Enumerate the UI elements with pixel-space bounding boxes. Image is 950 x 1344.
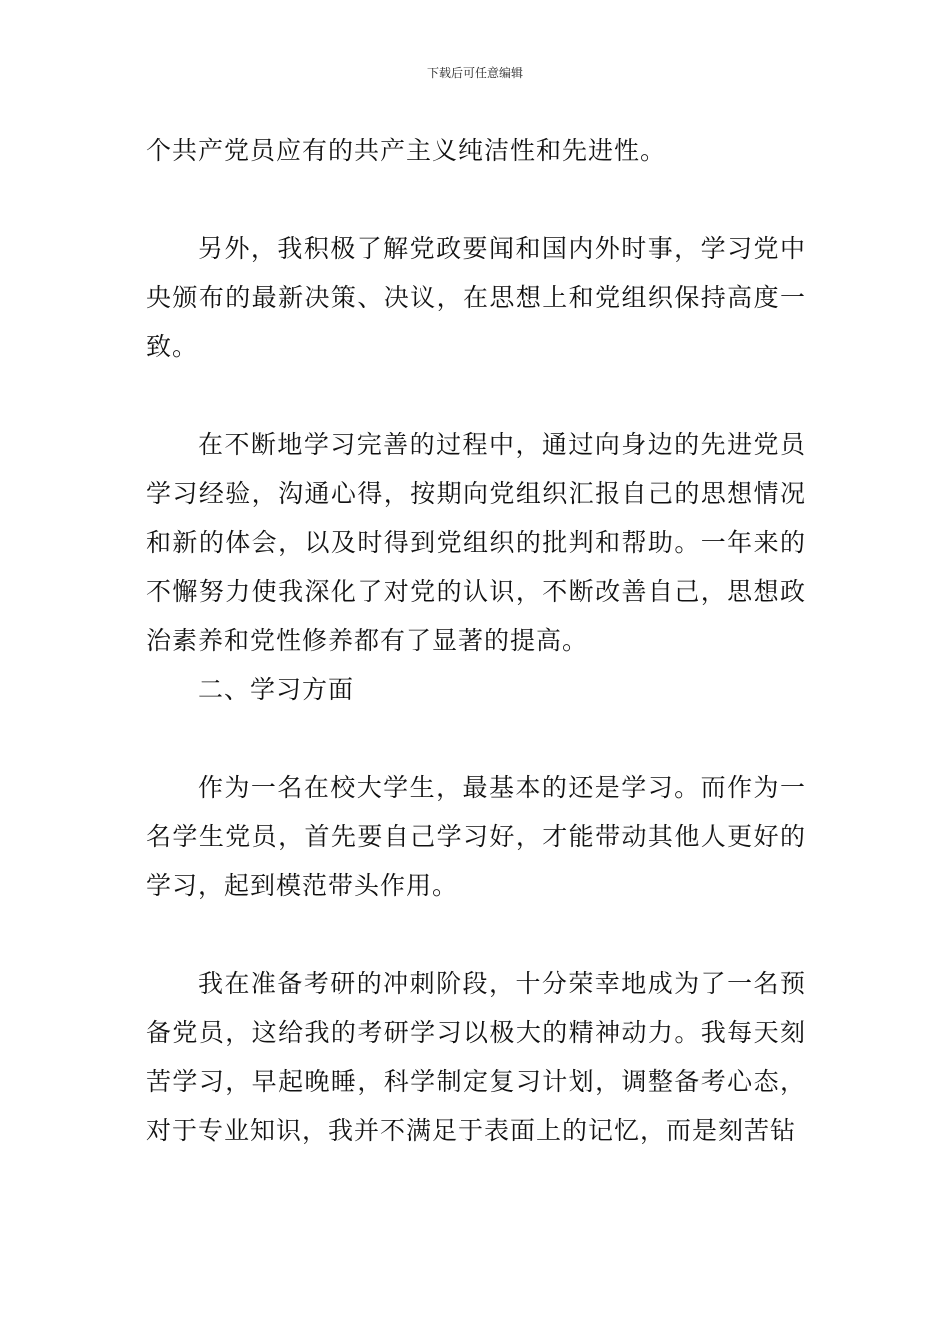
section-heading-study: 二、学习方面 xyxy=(198,675,355,704)
paragraph-current-affairs: 另外，我积极了解党政要闻和国内外时事，学习党中央颁布的最新决策、决议，在思想上和党组织保持高度一致。 xyxy=(146,234,806,361)
paragraph-self-improvement: 在不断地学习完善的过程中，通过向身边的先进党员学习经验，沟通心得，按期向党组织汇报自己的思想情况和新的体会，以及时得到党组织的批判和帮助。一年来的不懈努力使我深化了对党的认识，不断改善自己，思想政治素养和党性修养都有了显著的提高。 xyxy=(146,430,806,655)
document-body xyxy=(146,126,806,1155)
paragraph-student-role: 作为一名在校大学生，最基本的还是学习。而作为一名学生党员，首先要自己学习好，才能带动其他人更好的学习，起到模范带头作用。 xyxy=(146,773,806,900)
page-header-note: 下载后可任意编辑 xyxy=(426,66,523,80)
paragraph-exam-preparation: 我在准备考研的冲刺阶段，十分荣幸地成为了一名预备党员，这给我的考研学习以极大的精神动力。我每天刻苦学习，早起晚睡，科学制定复习计划，调整备考心态，对于专业知识，我并不满足于表面上的记忆，而是刻苦钻 xyxy=(146,969,806,1145)
paragraph-continuation: 个共产党员应有的共产主义纯洁性和先进性。 xyxy=(146,136,667,165)
